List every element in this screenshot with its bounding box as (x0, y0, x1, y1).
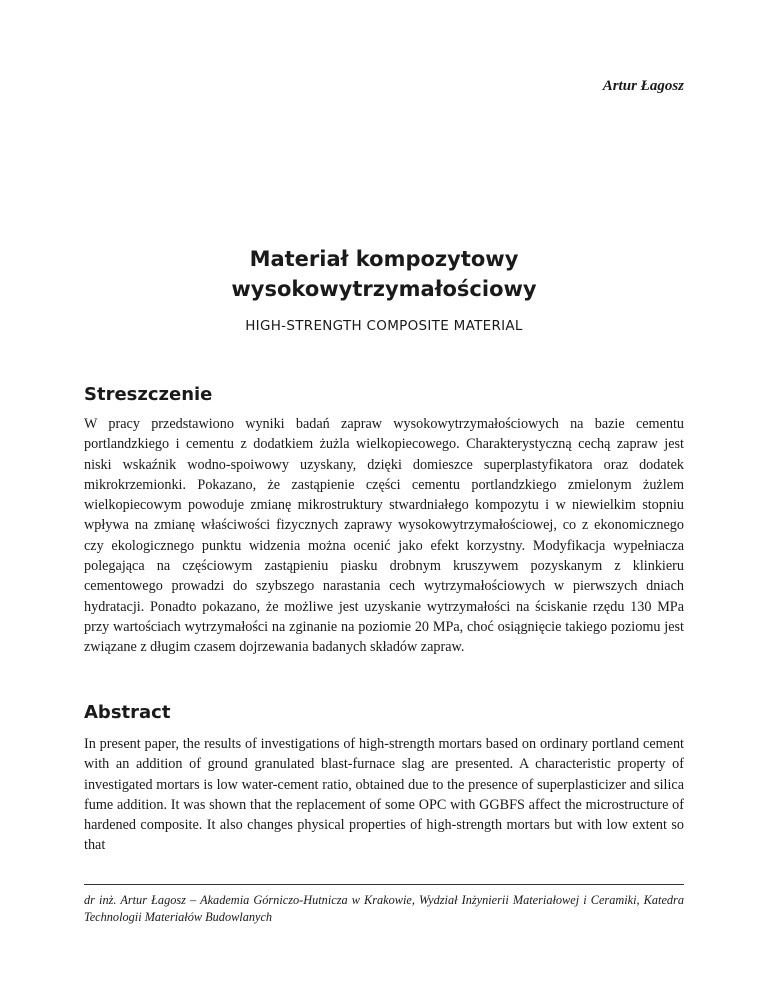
running-header-author: Artur Łagosz (602, 78, 684, 94)
footnote-divider (84, 884, 684, 885)
paper-title (0, 244, 768, 304)
paper-title-line-1: Materiał kompozytowy (249, 247, 519, 271)
abstract-heading: Abstract (84, 702, 171, 723)
paper-title-line-2: wysokowytrzymałościowy (231, 277, 537, 301)
english-subtitle: HIGH-STRENGTH COMPOSITE MATERIAL (245, 318, 523, 334)
author-affiliation-footnote: dr inż. Artur Łagosz – Akademia Górniczo-Hutnicza w Krakowie, Wydział Inżynierii Materiałowej i Ceramiki, Katedra Technologii Materiałów Budowlanych (84, 893, 684, 924)
abstract-paragraph: In present paper, the results of investigations of high-strength mortars based on ordinary portland cement with an addition of ground granulated blast-furnace slag are presented. A characteristic property of investigated mortars is low water-cement ratio, obtained due to the presence of superplasticizer and silica fume addition. It was shown that the replacement of some OPC with GGBFS affect the microstructure of hardened composite. It also changes physical properties of high-strength mortars but with low extent so that (84, 736, 684, 854)
streszczenie-heading: Streszczenie (84, 384, 213, 405)
streszczenie-paragraph: W pracy przedstawiono wyniki badań zapraw wysokowytrzymałościowych na bazie cementu portlandzkiego i cementu z dodatkiem żużla wielkopiecowego. Charakterystyczną cechą zapraw jest niski wskaźnik wodno-spoiwowy uzyskany, dzięki domieszce superplastyfikatora oraz dodatek mikrokrzemionki. Pokazano, że zastąpienie części cementu portlandzkiego zmielonym żużlem wielkopiecowym powoduje zmianę mikrostruktury stwardniałego kompozytu i w niewielkim stopniu wpływa na zmianę właściwości fizycznych zaprawy wysokowytrzymałościowej, co z ekonomicznego czy ekologicznego punktu widzenia można ocenić jako efekt korzystny. Modyfikacja wypełniacza polegająca na częściowym zastąpieniu piasku drobnym kruszywem pozyskanym z klinkieru cementowego prowadzi do szybszego narastania cech wytrzymałościowych w pierwszych dniach hydratacji. Ponadto pokazano, że możliwe jest uzyskanie wytrzymałości na ściskanie rzędu 130 MPa przy wartościach wytrzymałości na zginanie na poziomie 20 MPa, choć osiągnięcie takiego poziomu jest związane z długim czasem dojrzewania badanych składów zapraw. (84, 416, 684, 656)
